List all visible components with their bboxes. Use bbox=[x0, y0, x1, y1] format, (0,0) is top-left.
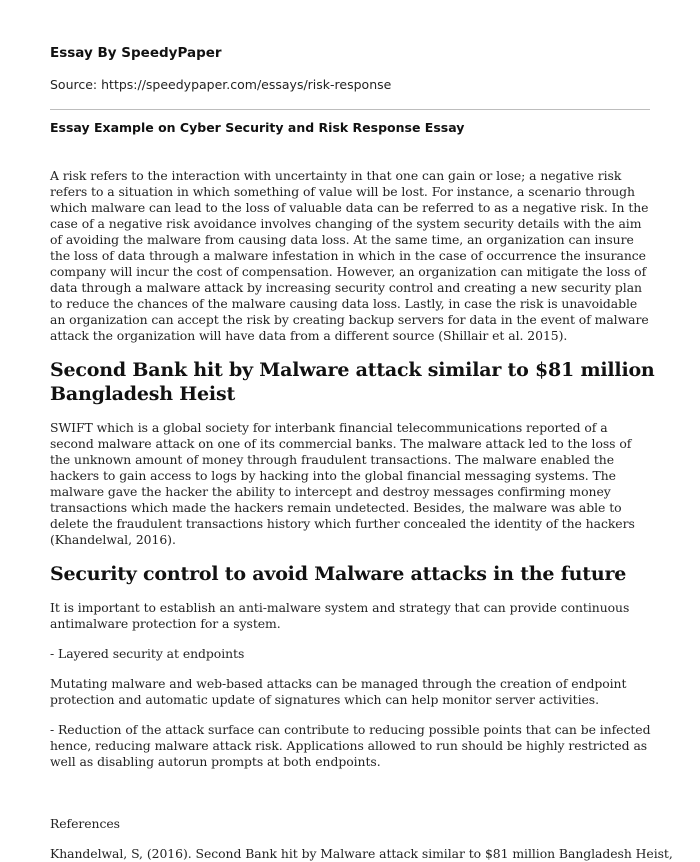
essay-body bbox=[50, 168, 673, 862]
section-heading-security-control: Security control to avoid Malware attacks in the future bbox=[50, 563, 627, 585]
section-heading-bank-malware: Second Bank hit by Malware attack similar to $81 million Bangladesh Heist bbox=[50, 359, 655, 405]
references-heading: References bbox=[50, 816, 120, 831]
brand-title: Essay By SpeedyPaper bbox=[50, 45, 222, 61]
mutating-malware-paragraph: Mutating malware and web-based attacks can be managed through the creation of endpoint protection and automatic update of signatures which can help monitor server activities. bbox=[50, 676, 627, 707]
header-divider bbox=[50, 109, 650, 110]
reference-item: Khandelwal, S, (2016). Second Bank hit by Malware attack similar to $81 million Bangladesh Heist, bbox=[50, 846, 673, 861]
layered-security-item: - Layered security at endpoints bbox=[50, 646, 245, 661]
swift-paragraph: SWIFT which is a global society for interbank financial telecommunications reported of a second malware attack on one of its commercial banks. The malware attack led to the loss of the unknown amount of money through fraudulent transactions. The malware enabled the hackers to gain access to logs by hacking into the global financial messaging systems. The malware gave the hacker the ability to intercept and destroy messages confirming money transactions which made the hackers remain undetected. Besides, the malware was able to delete the fraudulent transactions history which further concealed the identity of the hackers (Khandelwal, 2016). bbox=[50, 420, 635, 547]
essay-title: Essay Example on Cyber Security and Risk Response Essay bbox=[50, 120, 465, 135]
antimalware-paragraph: It is important to establish an anti-malware system and strategy that can provide continuous antimalware protection for a system. bbox=[50, 600, 630, 631]
source-line: Source: https://speedypaper.com/essays/risk-response bbox=[50, 77, 392, 92]
document-header bbox=[50, 44, 650, 94]
attack-surface-item: - Reduction of the attack surface can contribute to reducing possible points that can be infected hence, reducing malware attack risk. Applications allowed to run should be highly restricted as well as disabling autorun prompts at both endpoints. bbox=[50, 722, 651, 769]
intro-paragraph: A risk refers to the interaction with uncertainty in that one can gain or lose; a negative risk refers to a situation in which something of value will be lost. For instance, a scenario through which malware can lead to the loss of valuable data can be referred to as a negative risk. In the case of a negative risk avoidance involves changing of the system security details with the aim of avoiding the malware from causing data loss. At the same time, an organization can insure the loss of data through a malware infestation in which in the case of occurrence the insurance company will incur the cost of compensation. However, an organization can mitigate the loss of data through a malware attack by increasing security control and creating a new security plan to reduce the chances of the malware causing data loss. Lastly, in case the risk is unavoidable an organization can accept the risk by creating backup servers for data in the event of malware attack the organization will have data from a different source (Shillair et al. 2015). bbox=[50, 168, 649, 343]
